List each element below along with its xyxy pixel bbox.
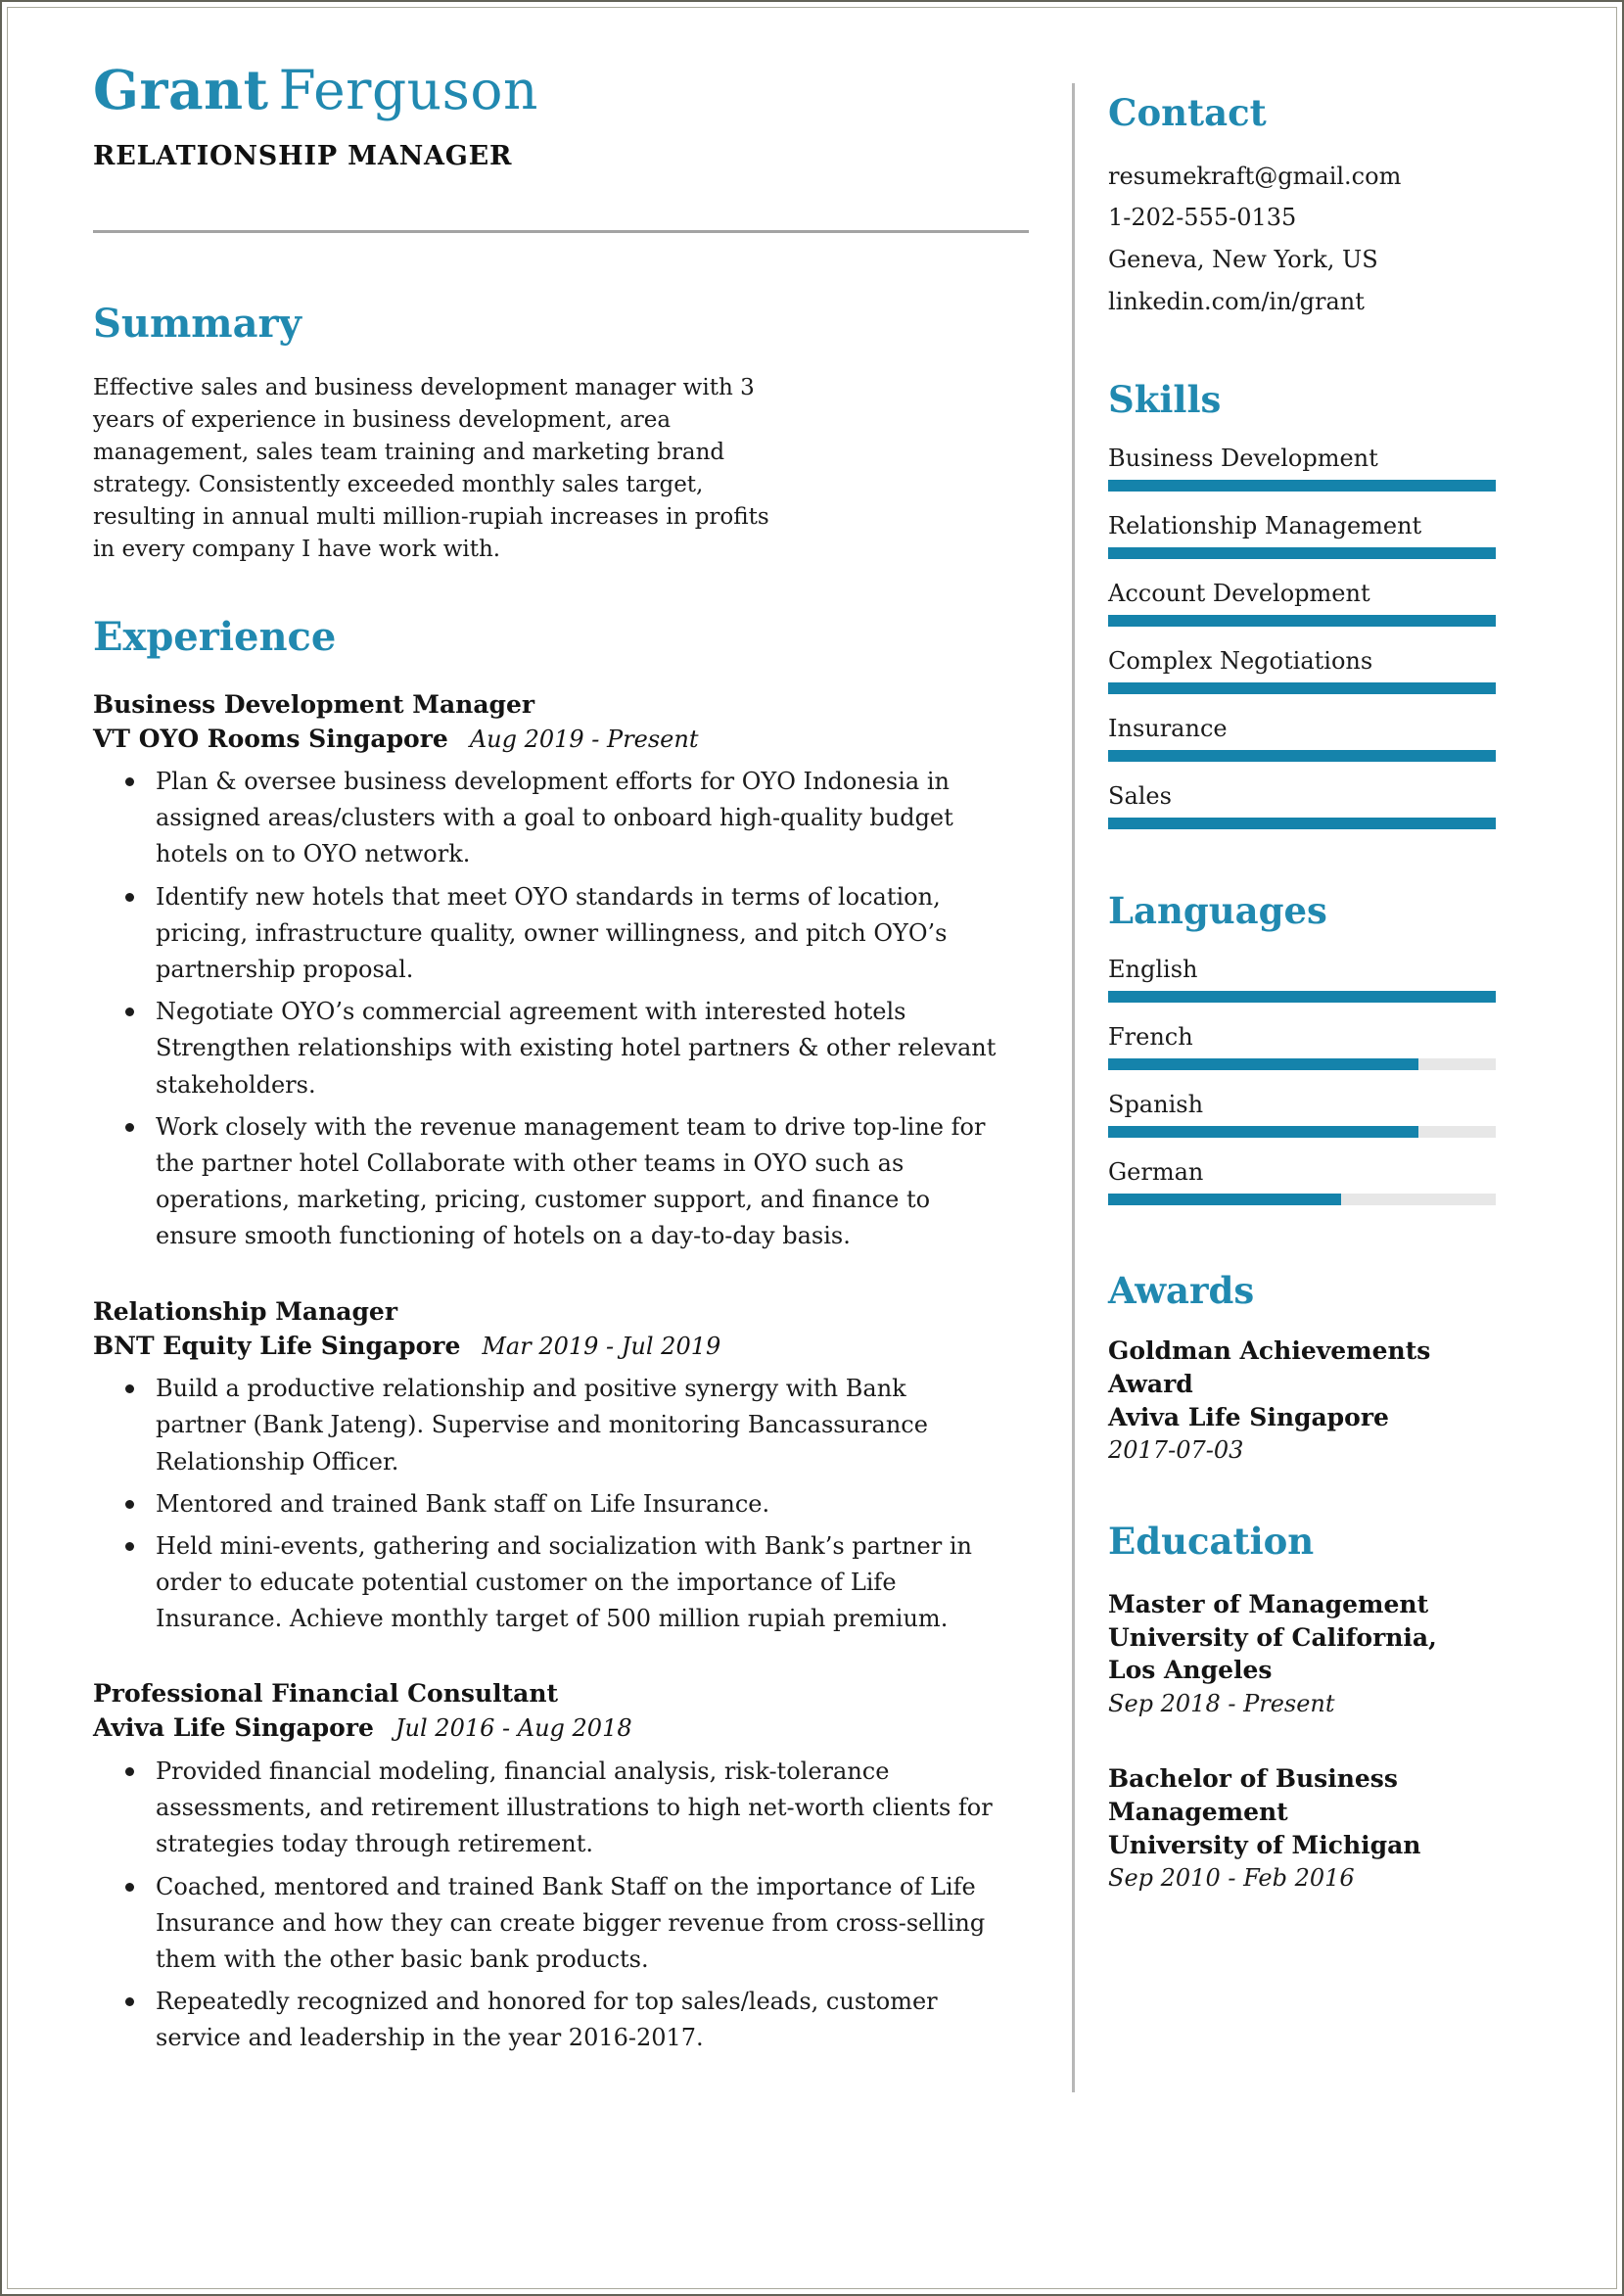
contact-linkedin: linkedin.com/in/grant: [1108, 287, 1365, 315]
job-company-line: [93, 1710, 1029, 1746]
skills-heading: Skills: [1108, 378, 1222, 422]
education-school: University of Michigan: [1108, 1830, 1421, 1859]
job-bullet: Plan & oversee business development efforts for OYO Indonesia in assigned areas/clusters with a goal to onboard high-quality budget hotels on to OYO network.: [156, 764, 999, 873]
education-school: University of California, Los Angeles: [1108, 1622, 1437, 1685]
skill-item: [1108, 580, 1496, 627]
education-entry: [1108, 1762, 1496, 1892]
education-dates: Sep 2010 - Feb 2016: [1108, 1864, 1355, 1893]
award-date: 2017-07-03: [1108, 1436, 1244, 1465]
job-bullet: Provided financial modeling, financial analysis, risk-tolerance assessments, and retirement illustrations to high net-worth clients for strategies today through retirement.: [156, 1754, 999, 1863]
job-bullet: Build a productive relationship and positive synergy with Bank partner (Bank Jateng). Supervise and monitoring Bancassurance Relationship Officer.: [156, 1371, 999, 1480]
job-title: Relationship Manager: [93, 1296, 398, 1326]
skill-bar: [1108, 750, 1496, 762]
skill-label: Complex Negotiations: [1108, 646, 1373, 675]
award-org: Aviva Life Singapore: [1108, 1402, 1389, 1431]
job-bullet-list: [93, 1371, 1029, 1637]
skill-bar-fill: [1108, 480, 1496, 492]
skill-item: [1108, 715, 1496, 762]
contact-list: [1108, 156, 1496, 323]
skill-bar-fill: [1108, 818, 1496, 829]
award-title: Goldman Achievements Award: [1108, 1336, 1431, 1398]
language-label: Spanish: [1108, 1090, 1204, 1118]
job-bullet-list: [93, 1754, 1029, 2057]
language-item: [1108, 1158, 1496, 1205]
language-bar-fill: [1108, 1126, 1418, 1138]
last-name: Ferguson: [278, 59, 538, 121]
skill-item: [1108, 512, 1496, 559]
skill-item: [1108, 782, 1496, 829]
experience-heading: Experience: [93, 613, 337, 660]
language-label: English: [1108, 955, 1198, 983]
skill-bar: [1108, 818, 1496, 829]
main-column: [93, 59, 1029, 2063]
skill-bar-fill: [1108, 682, 1496, 694]
contact-phone: 1-202-555-0135: [1108, 204, 1297, 232]
skill-item: [1108, 445, 1496, 492]
job-title: Professional Financial Consultant: [93, 1679, 559, 1709]
languages-list: [1108, 956, 1496, 1205]
awards-heading: Awards: [1108, 1268, 1255, 1312]
contact-location: Geneva, New York, US: [1108, 245, 1378, 273]
summary-text: Effective sales and business development manager with 3 years of experience in business development, area management, sales team training and marketing brand strategy. Consistently exceeded monthly sales target, resulting in annual multi million-rupiah increases in profits in every company I have work with.: [93, 375, 769, 562]
job-title: Business Development Manager: [93, 689, 535, 719]
job-bullet: Coached, mentored and trained Bank Staff on the importance of Life Insurance and how they can create bigger revenue from cross-selling them with the other basic bank products.: [156, 1869, 999, 1979]
job-headline: RELATIONSHIP MANAGER: [93, 141, 513, 172]
job-bullet: Repeatedly recognized and honored for top sales/leads, customer service and leadership in the year 2016-2017.: [156, 1984, 999, 2056]
skill-label: Business Development: [1108, 444, 1378, 472]
language-item: [1108, 1023, 1496, 1070]
skill-bar-fill: [1108, 750, 1496, 762]
job-bullet: Mentored and trained Bank staff on Life Insurance.: [156, 1486, 999, 1523]
skill-bar: [1108, 682, 1496, 694]
language-bar-fill: [1108, 991, 1496, 1003]
job-entry: [93, 1294, 1029, 1638]
job-company-line: [93, 722, 1029, 757]
skill-label: Account Development: [1108, 579, 1370, 607]
job-bullet: Identify new hotels that meet OYO standards in terms of location, pricing, infrastructure quality, owner willingness, and pitch OYO’s partnership proposal.: [156, 879, 999, 989]
job-company: BNT Equity Life Singapore: [93, 1331, 461, 1360]
skill-label: Sales: [1108, 781, 1172, 810]
education-degree: Master of Management: [1108, 1589, 1429, 1618]
language-bar-fill: [1108, 1194, 1341, 1205]
sidebar-column: [1108, 92, 1496, 1892]
contact-email: resumekraft@gmail.com: [1108, 162, 1402, 190]
skill-bar-fill: [1108, 615, 1496, 627]
job-entry: [93, 1676, 1029, 2056]
job-company-line: [93, 1329, 1029, 1364]
job-bullet-list: [93, 764, 1029, 1254]
education-entry: [1108, 1588, 1496, 1717]
first-name: Grant: [93, 58, 269, 121]
language-label: German: [1108, 1157, 1204, 1186]
column-divider: [1072, 83, 1075, 2092]
skill-item: [1108, 647, 1496, 694]
award-entry: [1108, 1335, 1496, 1464]
skills-list: [1108, 445, 1496, 829]
job-bullet: Negotiate OYO’s commercial agreement with interested hotels Strengthen relationships with existing hotel partners & other relevant stakeholders.: [156, 994, 999, 1103]
candidate-name: [93, 59, 1029, 121]
skill-bar-fill: [1108, 547, 1496, 559]
job-bullet: Held mini-events, gathering and socialization with Bank’s partner in order to educate potential customer on the importance of Life Insurance. Achieve monthly target of 500 million rupiah premium.: [156, 1528, 999, 1638]
header-rule: [93, 230, 1029, 233]
skill-label: Relationship Management: [1108, 511, 1422, 539]
job-company: VT OYO Rooms Singapore: [93, 724, 448, 753]
language-bar: [1108, 1194, 1496, 1205]
language-bar: [1108, 1126, 1496, 1138]
education-dates: Sep 2018 - Present: [1108, 1690, 1335, 1718]
education-degree: Bachelor of Business Management: [1108, 1764, 1398, 1826]
job-dates: Mar 2019 - Jul 2019: [482, 1332, 721, 1360]
skill-label: Insurance: [1108, 714, 1228, 742]
language-bar-fill: [1108, 1058, 1418, 1070]
job-company: Aviva Life Singapore: [93, 1713, 374, 1743]
skill-bar: [1108, 547, 1496, 559]
language-label: French: [1108, 1022, 1193, 1051]
education-heading: Education: [1108, 1520, 1315, 1564]
job-dates: Aug 2019 - Present: [469, 725, 699, 753]
job-bullet: Work closely with the revenue management team to drive top-line for the partner hotel Collaborate with other teams in OYO such as operations, marketing, pricing, customer support, and finance to ensure smooth functioning of hotels on a day-to-day basis.: [156, 1109, 999, 1255]
summary-heading: Summary: [93, 301, 302, 348]
job-entry: [93, 687, 1029, 1255]
language-item: [1108, 956, 1496, 1003]
contact-heading: Contact: [1108, 91, 1267, 134]
language-bar: [1108, 991, 1496, 1003]
job-dates: Jul 2016 - Aug 2018: [394, 1714, 632, 1743]
language-bar: [1108, 1058, 1496, 1070]
languages-heading: Languages: [1108, 888, 1327, 932]
skill-bar: [1108, 480, 1496, 492]
language-item: [1108, 1091, 1496, 1138]
skill-bar: [1108, 615, 1496, 627]
